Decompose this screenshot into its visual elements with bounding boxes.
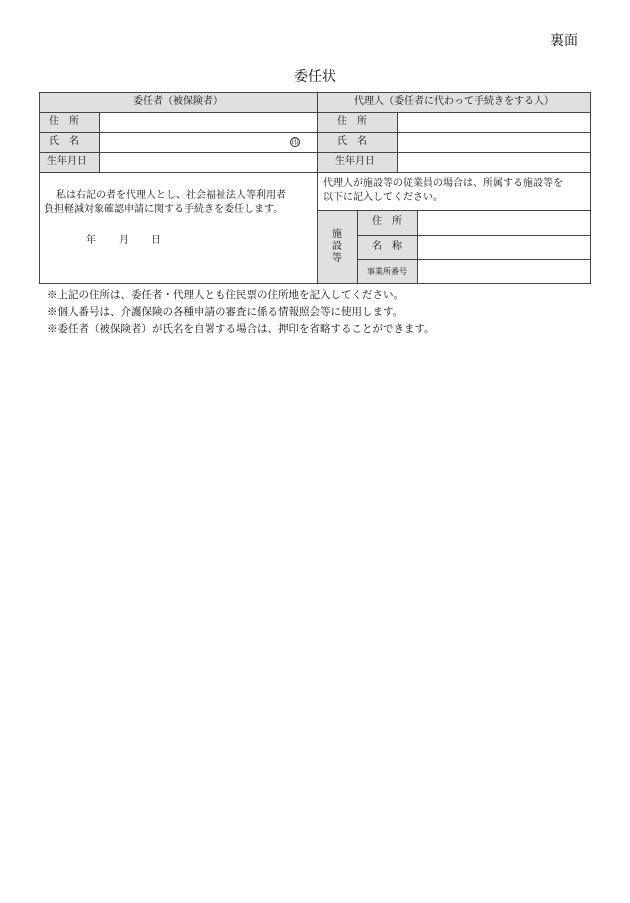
delegation-text-line1: 私は右記の者を代理人とし、社会福祉法人等利用者 — [56, 190, 286, 201]
facility-address-label: 住 所 — [372, 216, 402, 227]
principal-address-label: 住 所 — [49, 116, 79, 127]
delegation-form — [39, 92, 591, 284]
date-month: 月 — [119, 235, 129, 246]
agent-address-label: 住 所 — [337, 116, 367, 127]
agent-name-field[interactable] — [398, 133, 589, 152]
delegation-text-2 — [44, 203, 316, 217]
principal-dob-label: 生年月日 — [47, 156, 87, 167]
facility-name-field[interactable] — [418, 236, 589, 258]
principal-dob-field[interactable] — [100, 153, 316, 172]
facility-name-label: 名 称 — [372, 241, 402, 252]
agent-address-field[interactable] — [398, 113, 589, 132]
facility-note — [323, 177, 589, 205]
notes — [47, 287, 435, 338]
note-item: ※上記の住所は、委任者・代理人とも住民票の住所地を記入してください。 — [47, 289, 404, 301]
facility-address-field[interactable] — [418, 211, 589, 234]
principal-address-field[interactable] — [100, 113, 316, 132]
facility-note-line1: 代理人が施設等の従業員の場合は、所属する施設等を — [323, 178, 563, 189]
principal-name-label: 氏 名 — [49, 136, 79, 147]
delegation-text-line2: 負担軽減対象確認申請に関する手続きを委任します。 — [44, 204, 284, 215]
note-item: ※委任者（被保険者）が氏名を自署する場合は、押印を省略することができます。 — [47, 323, 435, 335]
side-label: 裏面 — [550, 33, 578, 49]
note-item: ※個人番号は、介護保険の各種申請の審査に係る情報照会等に使用します。 — [47, 306, 404, 318]
date-year: 年 — [86, 235, 96, 246]
agent-header: 代理人（委任者に代わって手続きをする人） — [354, 96, 554, 107]
delegation-text — [56, 189, 316, 203]
facility-number-label: 事業所番号 — [367, 267, 407, 276]
page-title: 委任状 — [294, 69, 336, 85]
facility-label: 施設等 — [332, 229, 342, 264]
principal-name-field[interactable] — [100, 133, 288, 152]
agent-dob-label: 生年月日 — [335, 156, 375, 167]
agent-name-label: 氏 名 — [337, 136, 367, 147]
agent-dob-field[interactable] — [398, 153, 589, 172]
facility-note-line2: 以下に記入してください。 — [323, 192, 443, 203]
facility-number-field[interactable] — [418, 260, 589, 282]
seal-mark: 印 — [291, 138, 299, 146]
principal-header: 委任者（被保険者） — [133, 96, 223, 107]
date-day: 日 — [151, 235, 161, 246]
